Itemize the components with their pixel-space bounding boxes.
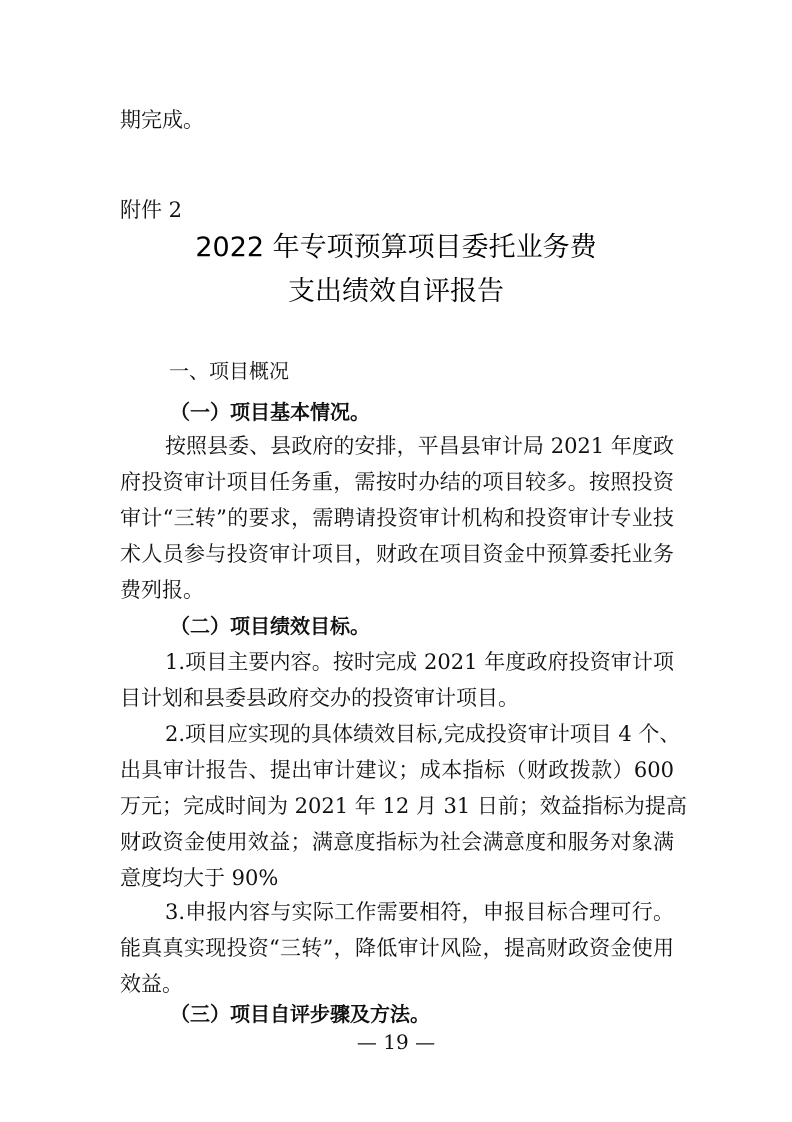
paragraph-line: 审计“三转”的要求，需聘请投资审计机构和投资审计专业技	[120, 506, 674, 530]
paragraph-line: 能真真实现投资“三转”，降低审计风险，提高财政资金使用	[120, 936, 674, 960]
paragraph-line: 目计划和县委县政府交办的投资审计项目。	[120, 686, 519, 710]
paragraph-line: 按照县委、县政府的安排，平昌县审计局 2021 年度政	[165, 434, 674, 458]
paragraph-line: 费列报。	[120, 578, 204, 602]
paragraph-line: 3.申报内容与实际工作需要相符，申报目标合理可行。	[165, 900, 674, 924]
paragraph-line: 效益。	[120, 972, 183, 996]
paragraph-line: 术人员参与投资审计项目，财政在项目资金中预算委托业务	[120, 542, 674, 566]
continued-text: 期完成。	[120, 108, 204, 132]
subsection-heading: （二）项目绩效目标。	[170, 614, 370, 638]
document-title-line-2: 支出绩效自评报告	[288, 276, 504, 307]
paragraph-line: 2.项目应实现的具体绩效目标,完成投资审计项目 4 个、	[165, 722, 681, 746]
paragraph-line: 财政资金使用效益；满意度指标为社会满意度和服务对象满	[120, 830, 674, 854]
section-heading: 一、项目概况	[169, 359, 289, 383]
page-number: — 19 —	[356, 1030, 436, 1054]
paragraph-line: 意度均大于 90%	[120, 866, 279, 890]
document-title-line-1: 2022 年专项预算项目委托业务费	[195, 232, 597, 263]
paragraph-line: 府投资审计项目任务重，需按时办结的项目较多。按照投资	[120, 470, 674, 494]
paragraph-line: 出具审计报告、提出审计建议；成本指标（财政拨款）600	[120, 758, 674, 782]
paragraph-line: 1.项目主要内容。按时完成 2021 年度政府投资审计项	[165, 650, 674, 674]
subsection-heading: （一）项目基本情况。	[170, 400, 370, 424]
paragraph-line: 万元；完成时间为 2021 年 12 月 31 日前；效益指标为提高	[120, 794, 687, 818]
attachment-label: 附件 2	[120, 198, 183, 222]
subsection-heading: （三）项目自评步骤及方法。	[170, 1002, 430, 1026]
